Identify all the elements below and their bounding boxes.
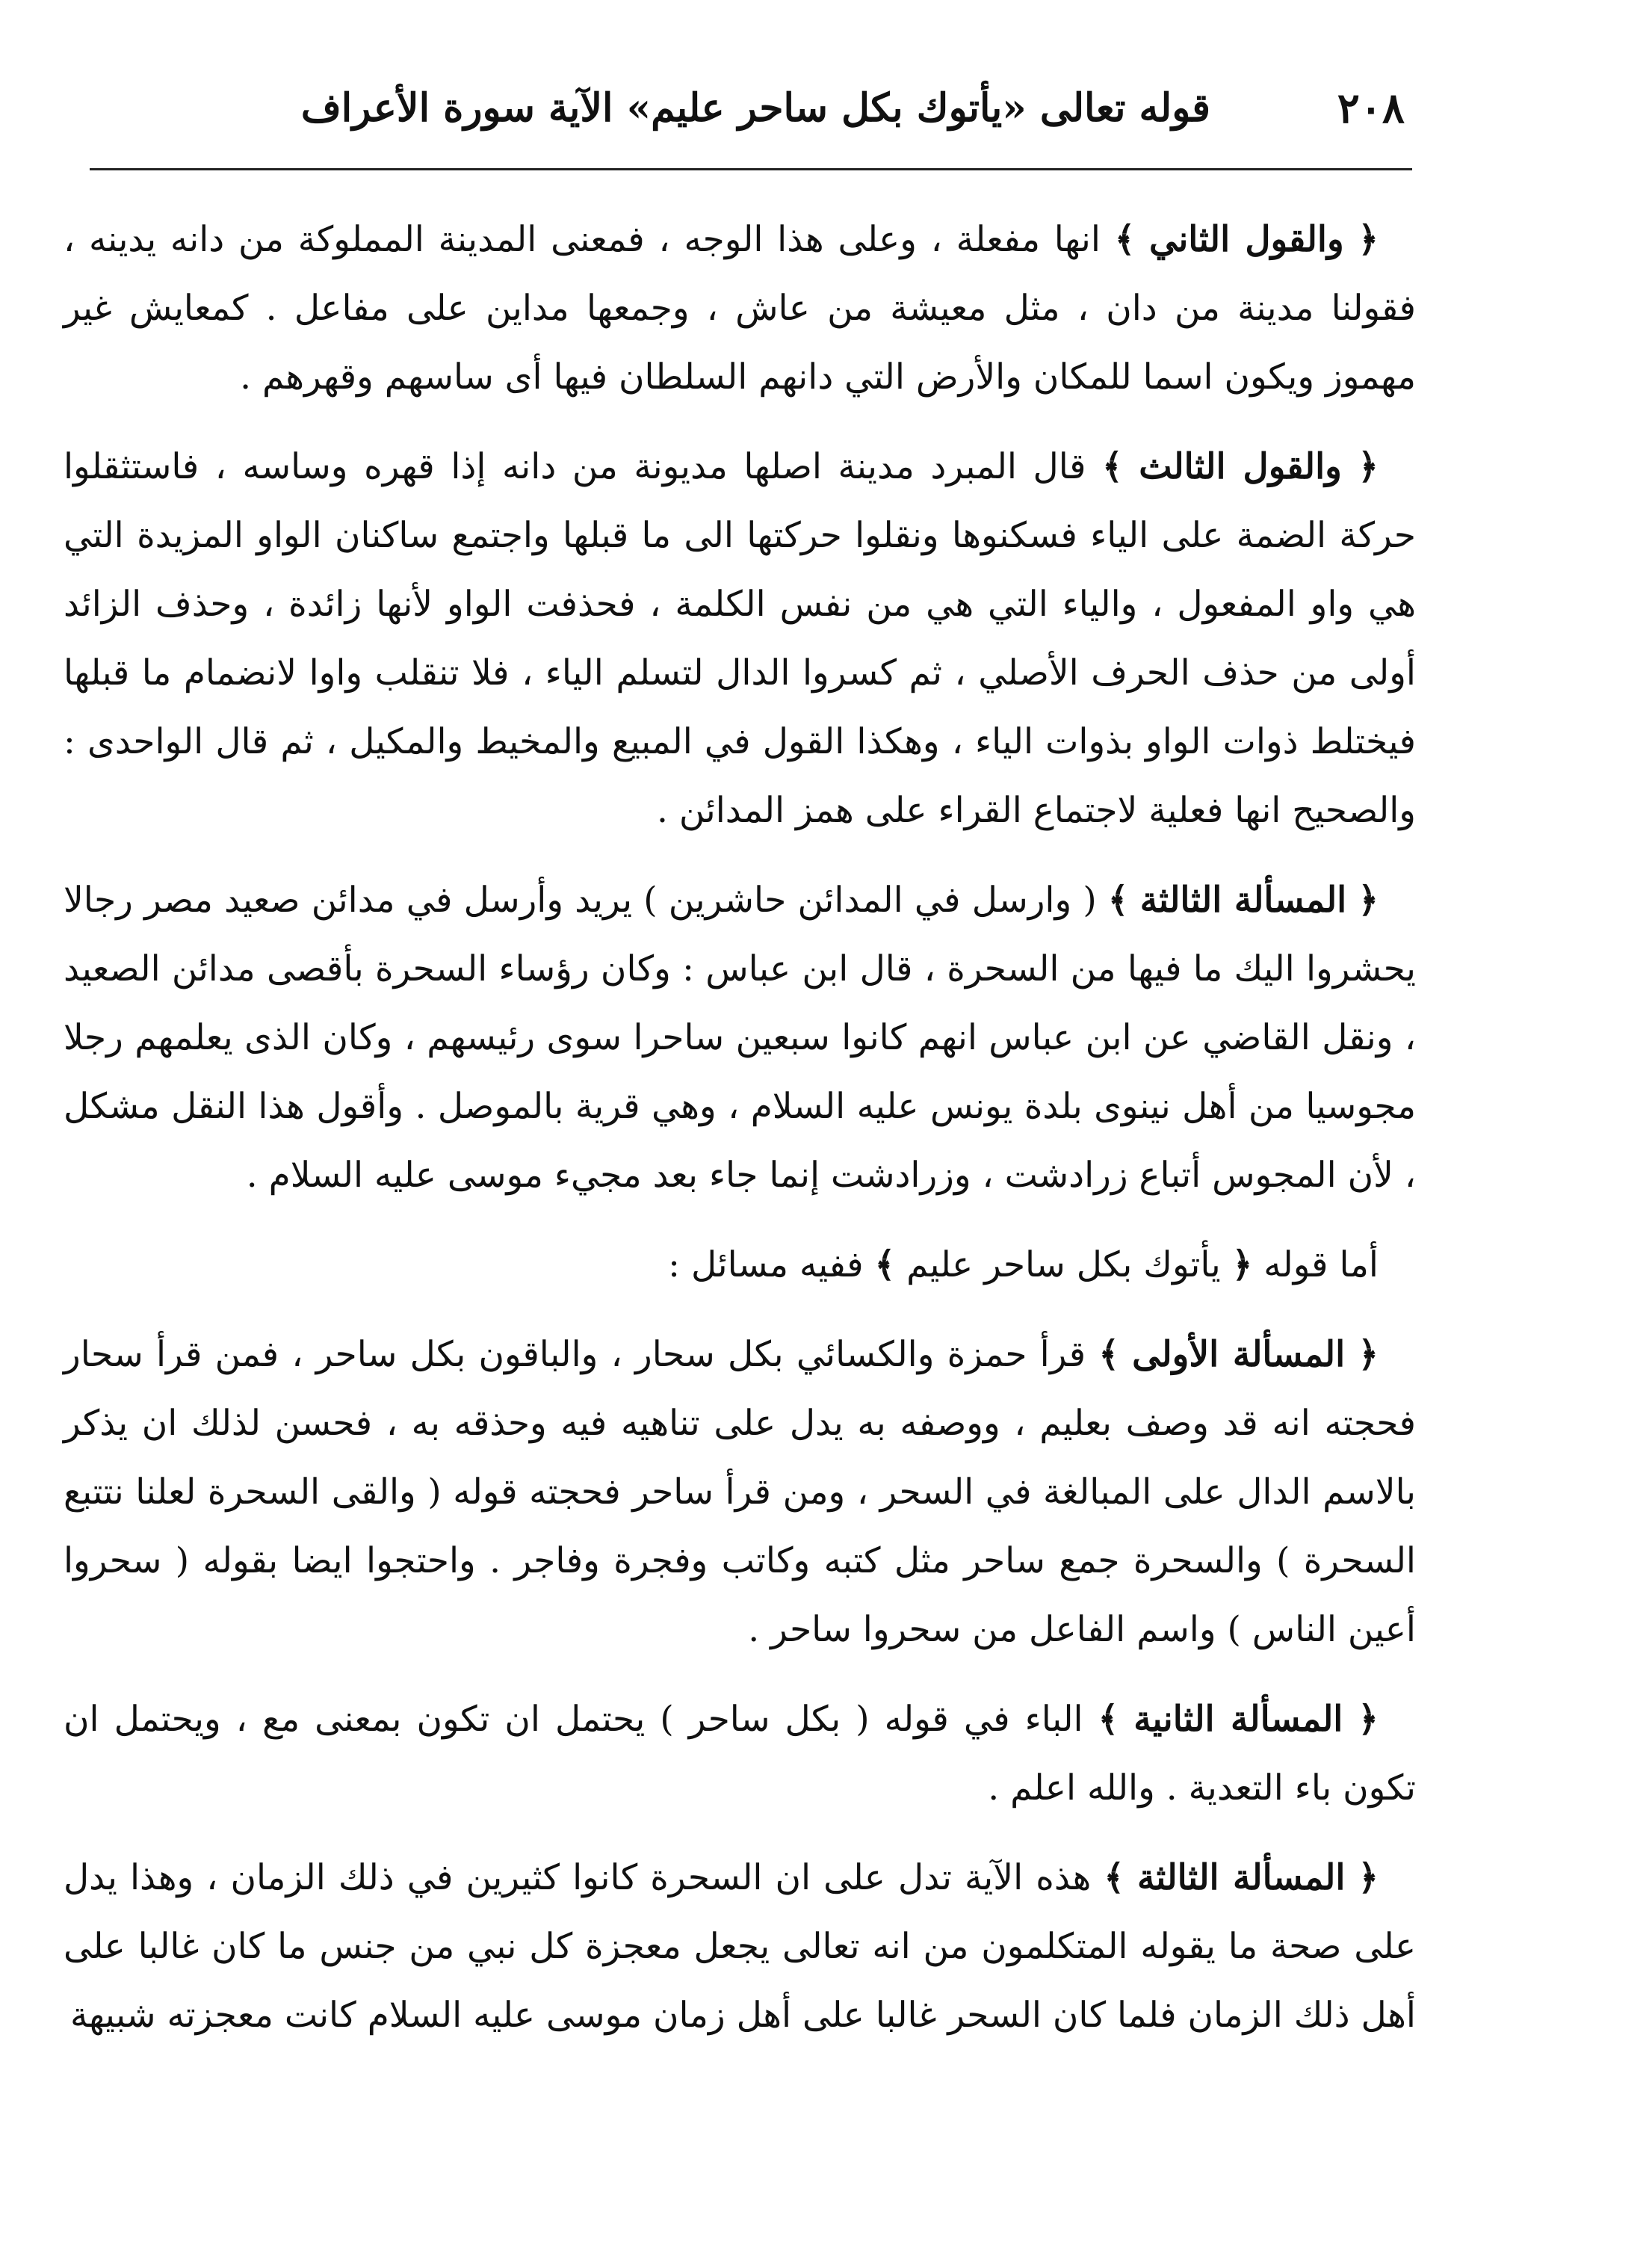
- ornament-open: ﴿: [1358, 1699, 1379, 1740]
- ornament-open: ﴿: [1358, 1334, 1379, 1375]
- paragraph: [64, 1321, 1416, 1664]
- ornament-open: ﴿: [1231, 1244, 1253, 1285]
- paragraph: [64, 1844, 1416, 2050]
- quoted-verse: يأتوك بكل ساحر عليم: [906, 1244, 1221, 1285]
- paragraph-heading: والقول الثالث: [1139, 446, 1342, 487]
- paragraph-heading: المسألة الأولى: [1132, 1334, 1346, 1375]
- paragraph-heading: المسألة الثالثة: [1139, 880, 1347, 921]
- paragraph: [64, 866, 1416, 1210]
- ornament-close: ﴾: [1107, 880, 1129, 921]
- ornament-open: ﴿: [1358, 1857, 1379, 1898]
- ornament-close: ﴾: [1098, 1334, 1119, 1375]
- header-rule: [90, 168, 1412, 170]
- paragraph-text: ( وارسل في المدائن حاشرين ) يريد وأرسل في مدائن صعيد مصر رجالا يحشروا اليك ما فيها من السحرة ، قال ابن عباس : وكان رؤساء السحرة بأقصى مدائن الصعيد ، ونقل القاضي عن ابن عباس انهم كانوا سبعين ساحرا سوى رئيسهم ، وكان الذى يعلمهم رجلا مجوسيا من أهل نينوى بلدة يونس عليه السلام ، وهي قرية بالموصل . وأقول هذا النقل مشكل ، لأن المجوس أتباع زرادشت ، وزرادشت إنما جاء بعد مجيء موسى عليه السلام .: [64, 880, 1416, 1196]
- paragraph-text: انها مفعلة ، وعلى هذا الوجه ، فمعنى المدينة المملوكة من دانه يدينه ، فقولنا مدينة من دان ، مثل معيشة من عاش ، وجمعها مداين على مفاعل . كمعايش غير مهموز ويكون اسما للمكان والأرض التي دانهم السلطان فيها أى ساسهم وقهرهم .: [64, 219, 1416, 398]
- ornament-close: ﴾: [874, 1244, 896, 1285]
- ornament-open: ﴿: [1358, 880, 1379, 921]
- main-text: [64, 206, 1416, 2071]
- paragraph: [64, 1685, 1416, 1823]
- ornament-open: ﴿: [1358, 219, 1379, 260]
- paragraph-text: قال المبرد مدينة اصلها مديونة من دانه إذا قهره وساسه ، فاستثقلوا حركة الضمة على الياء فسكنوها ونقلوا حركتها الى ما قبلها واجتمع ساكنان الواو المزيدة التي هي واو المفعول ، والياء التي هي من نفس الكلمة ، فحذفت الواو لأنها زائدة ، وحذف الزائد أولى من حذف الحرف الأصلي ، ثم كسروا الدال لتسلم الياء ، فلا تنقلب واوا لانضمام ما قبلها فيختلط ذوات الواو بذوات الياء ، وهكذا القول في المبيع والمخيط والمكيل ، ثم قال الواحدى : والصحيح انها فعلية لاجتماع القراء على همز المدائن .: [64, 446, 1416, 831]
- ornament-close: ﴾: [1098, 1699, 1119, 1740]
- paragraph-heading: والقول الثاني: [1149, 219, 1344, 260]
- paragraph-heading: المسألة الثانية: [1133, 1699, 1343, 1740]
- paragraph-text: الباء في قوله ( بكل ساحر ) يحتمل ان تكون بمعنى مع ، ويحتمل ان تكون باء التعدية . والله اعلم .: [64, 1699, 1416, 1809]
- ornament-close: ﴾: [1102, 446, 1123, 487]
- paragraph: [64, 1231, 1416, 1300]
- paragraph-heading: المسألة الثالثة: [1136, 1857, 1346, 1898]
- page-number: ٢٠٨: [1337, 84, 1405, 133]
- paragraph-prefix: أما قوله: [1263, 1244, 1379, 1285]
- running-title: قوله تعالى «يأتوك بكل ساحر عليم» الآية سورة الأعراف: [300, 85, 1210, 131]
- ornament-open: ﴿: [1358, 446, 1379, 487]
- paragraph: [64, 433, 1416, 845]
- paragraph-text: ففيه مسائل :: [668, 1244, 864, 1285]
- paragraph-text: هذه الآية تدل على ان السحرة كانوا كثيرين في ذلك الزمان ، وهذا يدل على صحة ما يقوله المتكلمون من انه تعالى يجعل معجزة كل نبي من جنس ما كان غالبا على أهل ذلك الزمان فلما كان السحر غالبا على أهل زمان موسى عليه السلام كانت معجزته شبيهة: [64, 1857, 1416, 2036]
- paragraph: [64, 206, 1416, 412]
- page-header: [90, 78, 1405, 153]
- ornament-close: ﴾: [1104, 1857, 1124, 1898]
- paragraph-text: قرأ حمزة والكسائي بكل سحار ، والباقون بكل ساحر ، فمن قرأ سحار فحجته انه قد وصف بعليم ، ووصفه به يدل على تناهيه فيه وحذقه به ، فحسن لذلك ان يذكر بالاسم الدال على المبالغة في السحر ، ومن قرأ ساحر فحجته قوله ( والقى السحرة لعلنا نتتبع السحرة ) والسحرة جمع ساحر مثل كتبه وكاتب وفجرة وفاجر . واحتجوا ايضا بقوله ( سحروا أعين الناس ) واسم الفاعل من سحروا ساحر .: [64, 1334, 1416, 1650]
- ornament-close: ﴾: [1114, 219, 1136, 260]
